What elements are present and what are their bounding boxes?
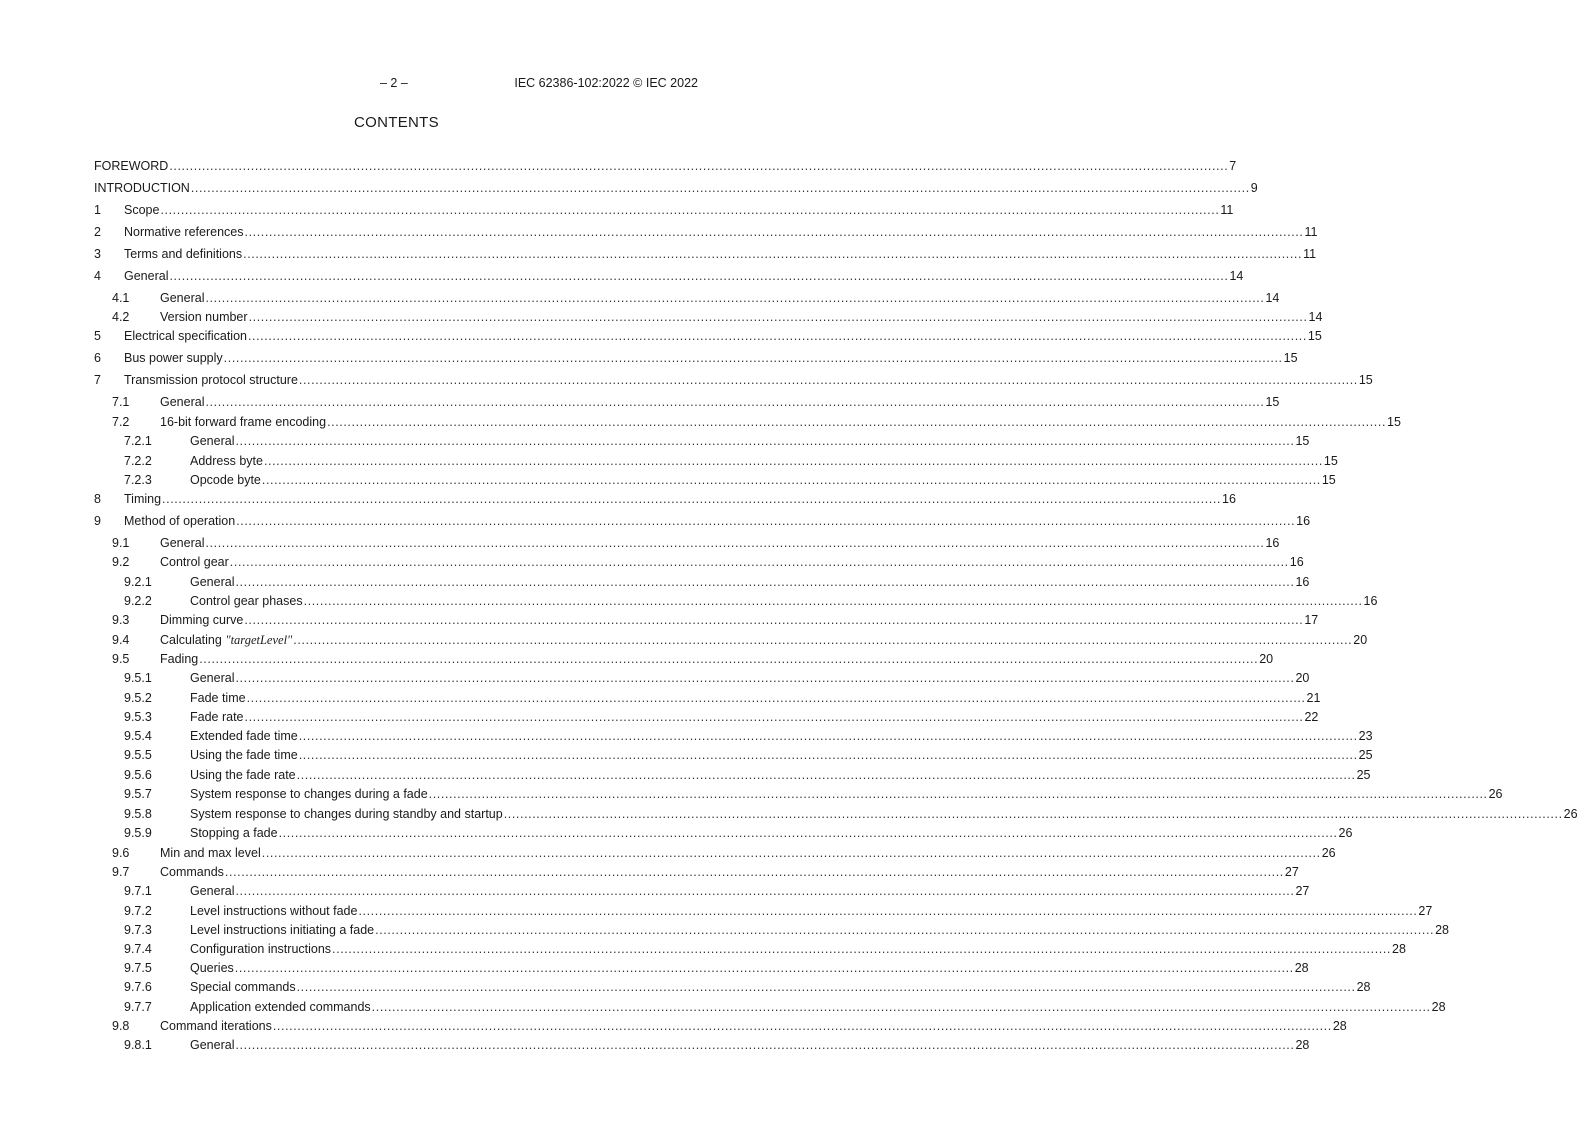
- toc-entry[interactable]: [112, 394, 1280, 410]
- toc-entry[interactable]: [94, 513, 1311, 529]
- toc-entry-title: Command iterations: [160, 1019, 272, 1033]
- toc-entry[interactable]: [94, 372, 1373, 388]
- toc-leader-dots: ....................................................................................................................................................................................................................................................................: [235, 1038, 1295, 1052]
- toc-entry-page: 16: [1295, 575, 1310, 589]
- toc-entry-number: 9.7.2: [124, 904, 152, 918]
- toc-entry[interactable]: [124, 941, 1406, 957]
- toc-entry-title: System response to changes during standby and startup: [190, 807, 503, 821]
- toc-entry[interactable]: [124, 825, 1353, 841]
- toc-leader-dots: ....................................................................................................................................................................................................................................................................: [298, 729, 1358, 743]
- toc-leader-dots: ....................................................................................................................................................................................................................................................................: [205, 536, 1265, 550]
- toc-entry-number: 7.2.3: [124, 473, 152, 487]
- toc-entry[interactable]: [124, 690, 1321, 706]
- toc-leader-dots: ....................................................................................................................................................................................................................................................................: [261, 473, 1321, 487]
- contents-title: CONTENTS: [354, 114, 439, 131]
- toc-entry-page: 22: [1304, 710, 1319, 724]
- toc-entry-number: 9.2.2: [124, 594, 152, 608]
- toc-entry-number: 9.7: [112, 865, 130, 879]
- toc-entry-page: 16: [1265, 536, 1280, 550]
- toc-leader-dots: ....................................................................................................................................................................................................................................................................: [503, 807, 1563, 821]
- toc-leader-dots: ....................................................................................................................................................................................................................................................................: [223, 351, 1283, 365]
- toc-entry[interactable]: [124, 999, 1446, 1015]
- toc-leader-dots: ....................................................................................................................................................................................................................................................................: [205, 291, 1265, 305]
- toc-entry-page: 28: [1332, 1019, 1347, 1033]
- toc-entry-number: 9: [94, 514, 101, 528]
- toc-entry-number: 4: [94, 269, 101, 283]
- toc-entry-title: Level instructions initiating a fade: [190, 923, 375, 937]
- toc-entry[interactable]: [124, 433, 1310, 449]
- toc-leader-dots: ....................................................................................................................................................................................................................................................................: [235, 434, 1295, 448]
- toc-entry-page: 28: [1295, 1038, 1310, 1052]
- toc-leader-dots: ....................................................................................................................................................................................................................................................................: [205, 395, 1265, 409]
- toc-entry-title: Scope: [124, 203, 160, 217]
- toc-entry[interactable]: [94, 180, 1258, 196]
- toc-leader-dots: ....................................................................................................................................................................................................................................................................: [190, 181, 1250, 195]
- toc-entry[interactable]: [94, 328, 1322, 344]
- toc-entry-number: 9.5.6: [124, 768, 152, 782]
- toc-entry[interactable]: [94, 158, 1237, 174]
- toc-entry[interactable]: [124, 574, 1310, 590]
- toc-entry-number: 1: [94, 203, 101, 217]
- page-header-document-id: IEC 62386-102:2022 © IEC 2022: [514, 76, 698, 90]
- toc-entry-number: 9.7.7: [124, 1000, 152, 1014]
- toc-entry-title: Using the fade rate: [190, 768, 296, 782]
- toc-entry-title: Address byte: [190, 454, 263, 468]
- toc-entry-title: Timing: [124, 492, 162, 506]
- toc-leader-dots: ....................................................................................................................................................................................................................................................................: [248, 310, 1308, 324]
- toc-leader-dots: ....................................................................................................................................................................................................................................................................: [375, 923, 1435, 937]
- toc-entry-title: FOREWORD: [94, 159, 169, 173]
- toc-leader-dots: ....................................................................................................................................................................................................................................................................: [296, 980, 1356, 994]
- toc-entry-page: 15: [1323, 454, 1338, 468]
- toc-entry-page: 25: [1358, 748, 1373, 762]
- toc-entry-title: Queries: [190, 961, 234, 975]
- toc-entry-title: Control gear phases: [190, 594, 303, 608]
- toc-entry-number: 9.1: [112, 536, 130, 550]
- toc-entry-title: Fade time: [190, 691, 246, 705]
- toc-entry-page: 11: [1220, 203, 1234, 217]
- toc-entry-page: 25: [1356, 768, 1371, 782]
- toc-entry-title: System response to changes during a fade: [190, 787, 428, 801]
- toc-entry-page: 27: [1284, 865, 1299, 879]
- toc-entry-title: Fade rate: [190, 710, 244, 724]
- toc-entry-title: Transmission protocol structure: [124, 373, 298, 387]
- toc-entry-page: 26: [1338, 826, 1353, 840]
- toc-entry-number: 6: [94, 351, 101, 365]
- toc-entry-page: 15: [1283, 351, 1298, 365]
- toc-leader-dots: ....................................................................................................................................................................................................................................................................: [229, 555, 1289, 569]
- toc-entry-page: 28: [1356, 980, 1371, 994]
- toc-entry-number: 5: [94, 329, 101, 343]
- toc-entry-title: Normative references: [124, 225, 244, 239]
- toc-entry-title: Level instructions without fade: [190, 904, 358, 918]
- toc-leader-dots: ....................................................................................................................................................................................................................................................................: [162, 492, 1221, 506]
- toc-leader-dots: ....................................................................................................................................................................................................................................................................: [243, 247, 1303, 261]
- toc-entry-title: Calculating: [160, 633, 226, 647]
- toc-entry-page: 15: [1321, 473, 1336, 487]
- toc-entry-number: 7: [94, 373, 101, 387]
- toc-entry-title: General: [190, 575, 235, 589]
- toc-entry[interactable]: [124, 883, 1310, 899]
- toc-entry-page: 15: [1358, 373, 1373, 387]
- toc-entry-number: 9.7.6: [124, 980, 152, 994]
- toc-entry[interactable]: [94, 268, 1244, 284]
- toc-entry-page: 23: [1358, 729, 1373, 743]
- toc-entry-title: Min and max level: [160, 846, 261, 860]
- toc-leader-dots: ....................................................................................................................................................................................................................................................................: [235, 671, 1295, 685]
- toc-entry-page: 28: [1435, 923, 1449, 937]
- toc-entry-number: 2: [94, 225, 101, 239]
- toc-entry-page: 11: [1304, 225, 1318, 239]
- toc-entry-number: 9.7.4: [124, 942, 152, 956]
- toc-entry-title: Fading: [160, 652, 199, 666]
- toc-leader-dots: ....................................................................................................................................................................................................................................................................: [235, 575, 1295, 589]
- toc-entry-page: 26: [1563, 807, 1578, 821]
- toc-leader-dots: ....................................................................................................................................................................................................................................................................: [235, 884, 1295, 898]
- toc-entry-title: General: [124, 269, 169, 283]
- toc-leader-dots: ....................................................................................................................................................................................................................................................................: [327, 415, 1387, 429]
- toc-leader-dots: ....................................................................................................................................................................................................................................................................: [234, 961, 1294, 975]
- toc-entry-title: Bus power supply: [124, 351, 223, 365]
- toc-entry[interactable]: [124, 903, 1433, 919]
- toc-entry-page: 14: [1308, 310, 1323, 324]
- toc-entry-page: 15: [1265, 395, 1280, 409]
- toc-entry[interactable]: [124, 709, 1319, 725]
- toc-entry[interactable]: [112, 414, 1401, 430]
- toc-leader-dots: ....................................................................................................................................................................................................................................................................: [224, 865, 1284, 879]
- toc-leader-dots: ....................................................................................................................................................................................................................................................................: [332, 942, 1391, 956]
- toc-entry[interactable]: [124, 960, 1309, 976]
- toc-leader-dots: ....................................................................................................................................................................................................................................................................: [296, 768, 1356, 782]
- toc-entry-number: 9.5.9: [124, 826, 152, 840]
- toc-entry-title: Version number: [160, 310, 248, 324]
- toc-entry-title: Opcode byte: [190, 473, 261, 487]
- toc-entry-page: 27: [1418, 904, 1433, 918]
- toc-leader-dots: ....................................................................................................................................................................................................................................................................: [247, 329, 1307, 343]
- toc-entry-title: Special commands: [190, 980, 296, 994]
- toc-entry-page: 28: [1392, 942, 1406, 956]
- toc-entry-page: 14: [1265, 291, 1280, 305]
- toc-leader-dots: ....................................................................................................................................................................................................................................................................: [169, 159, 1229, 173]
- toc-entry[interactable]: [112, 612, 1319, 628]
- toc-entry-page: 7: [1229, 159, 1237, 173]
- toc-entry[interactable]: [112, 864, 1299, 880]
- toc-entry-number: 9.7.5: [124, 961, 152, 975]
- toc-entry-number: 4.2: [112, 310, 130, 324]
- toc-entry[interactable]: [124, 453, 1338, 469]
- toc-entry[interactable]: [112, 554, 1304, 570]
- toc-entry-title: 16-bit forward frame encoding: [160, 415, 327, 429]
- toc-entry-number: 9.7.3: [124, 923, 152, 937]
- toc-entry-number: 9.7.1: [124, 884, 152, 898]
- toc-entry-title: General: [160, 536, 205, 550]
- toc-leader-dots: ....................................................................................................................................................................................................................................................................: [371, 1000, 1431, 1014]
- toc-entry[interactable]: [112, 1018, 1347, 1034]
- toc-entry-page: 17: [1304, 613, 1319, 627]
- toc-entry[interactable]: [124, 979, 1371, 995]
- toc-entry-number: 9.8: [112, 1019, 130, 1033]
- toc-entry[interactable]: [94, 491, 1236, 507]
- toc-entry[interactable]: [124, 670, 1310, 686]
- toc-entry-title: Using the fade time: [190, 748, 298, 762]
- toc-entry[interactable]: [124, 593, 1378, 609]
- toc-entry-number: 9.5.1: [124, 671, 152, 685]
- toc-leader-dots: ....................................................................................................................................................................................................................................................................: [358, 904, 1418, 918]
- toc-entry[interactable]: [112, 535, 1280, 551]
- toc-entry[interactable]: [94, 350, 1298, 366]
- toc-entry-number: 7.2.2: [124, 454, 152, 468]
- toc-entry[interactable]: [124, 767, 1371, 783]
- toc-entry-number: 7.2: [112, 415, 130, 429]
- toc-entry-number: 9.5.4: [124, 729, 152, 743]
- toc-leader-dots: ....................................................................................................................................................................................................................................................................: [160, 203, 1220, 217]
- toc-entry[interactable]: [124, 922, 1449, 938]
- toc-leader-dots: ....................................................................................................................................................................................................................................................................: [298, 748, 1358, 762]
- toc-entry-page: 16: [1222, 492, 1236, 506]
- toc-entry-title: General: [160, 395, 205, 409]
- toc-leader-dots: ....................................................................................................................................................................................................................................................................: [272, 1019, 1332, 1033]
- toc-entry-title: General: [190, 1038, 235, 1052]
- toc-entry-page: 28: [1431, 1000, 1446, 1014]
- toc-entry[interactable]: [124, 472, 1336, 488]
- toc-entry[interactable]: [124, 806, 1578, 822]
- toc-leader-dots: ....................................................................................................................................................................................................................................................................: [169, 269, 1229, 283]
- toc-leader-dots: ....................................................................................................................................................................................................................................................................: [261, 846, 1321, 860]
- toc-entry[interactable]: [94, 224, 1318, 240]
- toc-leader-dots: ....................................................................................................................................................................................................................................................................: [303, 594, 1363, 608]
- toc-entry-page: 27: [1295, 884, 1310, 898]
- toc-entry-number: 8: [94, 492, 101, 506]
- toc-entry[interactable]: [112, 290, 1280, 306]
- toc-entry-number: 7.2.1: [124, 434, 152, 448]
- toc-entry-title: INTRODUCTION: [94, 181, 190, 195]
- toc-entry-title: General: [190, 671, 235, 685]
- toc-entry-number: 9.8.1: [124, 1038, 152, 1052]
- toc-entry[interactable]: [124, 728, 1373, 744]
- toc-entry-title: Commands: [160, 865, 224, 879]
- toc-leader-dots: ....................................................................................................................................................................................................................................................................: [263, 454, 1323, 468]
- toc-entry-title: Method of operation: [124, 514, 236, 528]
- toc-entry-page: 16: [1289, 555, 1304, 569]
- toc-entry-page: 11: [1303, 247, 1317, 261]
- toc-entry-number: 9.4: [112, 633, 130, 647]
- toc-entry-number: 3: [94, 247, 101, 261]
- toc-leader-dots: ....................................................................................................................................................................................................................................................................: [298, 373, 1358, 387]
- toc-entry[interactable]: [94, 202, 1234, 218]
- toc-leader-dots: ....................................................................................................................................................................................................................................................................: [244, 225, 1304, 239]
- toc-entry-page: 9: [1250, 181, 1258, 195]
- toc-leader-dots: ....................................................................................................................................................................................................................................................................: [199, 652, 1259, 666]
- toc-entry-page: 16: [1363, 594, 1378, 608]
- toc-entry-number: 9.6: [112, 846, 130, 860]
- toc-entry[interactable]: [124, 747, 1373, 763]
- toc-entry-page: 15: [1295, 434, 1310, 448]
- toc-entry-title: General: [190, 434, 235, 448]
- toc-leader-dots: ....................................................................................................................................................................................................................................................................: [244, 613, 1304, 627]
- toc-entry-number: 4.1: [112, 291, 130, 305]
- toc-entry-page: 15: [1387, 415, 1401, 429]
- toc-entry-page: 14: [1229, 269, 1244, 283]
- toc-entry-page: 20: [1259, 652, 1274, 666]
- toc-entry-page: 26: [1321, 846, 1336, 860]
- toc-entry-page: 16: [1296, 514, 1311, 528]
- toc-entry-page: 20: [1295, 671, 1310, 685]
- toc-entry-number: 9.5.7: [124, 787, 152, 801]
- toc-entry-number: 7.1: [112, 395, 130, 409]
- toc-entry[interactable]: [94, 246, 1317, 262]
- toc-entry-number: 9.5.2: [124, 691, 152, 705]
- toc-entry-title: Control gear: [160, 555, 229, 569]
- toc-entry-number: 9.2.1: [124, 575, 152, 589]
- toc-entry[interactable]: [112, 651, 1274, 667]
- toc-entry-title: Dimming curve: [160, 613, 244, 627]
- toc-entry[interactable]: [112, 845, 1336, 861]
- toc-entry-title: Stopping a fade: [190, 826, 278, 840]
- toc-entry-title: Configuration instructions: [190, 942, 332, 956]
- toc-leader-dots: ....................................................................................................................................................................................................................................................................: [244, 710, 1304, 724]
- toc-entry-number: 9.5.3: [124, 710, 152, 724]
- toc-entry-title: Extended fade time: [190, 729, 298, 743]
- toc-leader-dots: ....................................................................................................................................................................................................................................................................: [293, 633, 1353, 647]
- toc-entry-number: 9.5: [112, 652, 130, 666]
- toc-entry-page: 21: [1306, 691, 1321, 705]
- page-header-number: – 2 –: [380, 76, 408, 90]
- toc-entry[interactable]: [124, 786, 1503, 802]
- toc-leader-dots: ....................................................................................................................................................................................................................................................................: [428, 787, 1488, 801]
- toc-entry-title: Electrical specification: [124, 329, 247, 343]
- toc-entry-number: 9.3: [112, 613, 130, 627]
- toc-entry-title: General: [190, 884, 235, 898]
- toc-leader-dots: ....................................................................................................................................................................................................................................................................: [246, 691, 1306, 705]
- toc-entry[interactable]: [112, 632, 1368, 648]
- toc-entry-page: 15: [1307, 329, 1322, 343]
- toc-entry-number: 9.2: [112, 555, 130, 569]
- toc-entry-number: 9.5.8: [124, 807, 152, 821]
- toc-entry-title: Terms and definitions: [124, 247, 243, 261]
- toc-leader-dots: ....................................................................................................................................................................................................................................................................: [236, 514, 1296, 528]
- toc-entry-title: General: [160, 291, 205, 305]
- toc-entry[interactable]: [112, 309, 1323, 325]
- toc-entry-page: 26: [1488, 787, 1503, 801]
- toc-entry-title: Application extended commands: [190, 1000, 371, 1014]
- toc-entry[interactable]: [124, 1037, 1310, 1053]
- toc-leader-dots: ....................................................................................................................................................................................................................................................................: [278, 826, 1338, 840]
- toc-entry-page: 28: [1294, 961, 1309, 975]
- toc-entry-title-italic: "targetLevel": [225, 633, 293, 647]
- toc-entry-page: 20: [1353, 633, 1368, 647]
- toc-entry-number: 9.5.5: [124, 748, 152, 762]
